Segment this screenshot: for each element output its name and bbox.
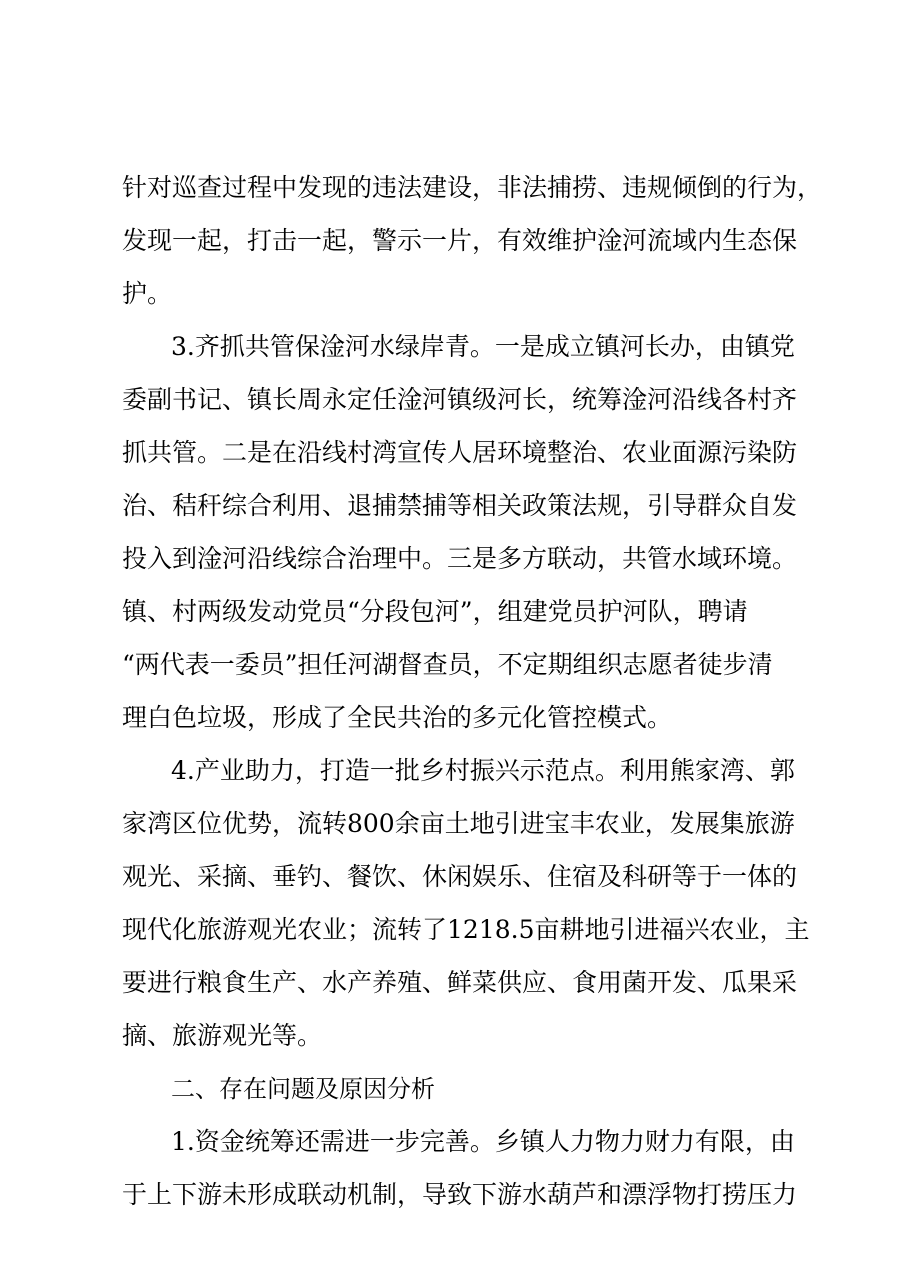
paragraph-line: 针对巡查过程中发现的违法建设，非法捕捞、违规倾倒的行为， <box>122 173 823 202</box>
paragraph-line: 现代化旅游观光农业；流转了1218.5亩耕地引进福兴农业，主 <box>122 915 810 944</box>
paragraph-line: 1.资金统筹还需进一步完善。乡镇人力物力财力有限，由 <box>171 1127 795 1156</box>
paragraph-line: 投入到淦河沿线综合治理中。三是多方联动，共管水域环境。 <box>122 544 798 573</box>
paragraph-line: 镇、村两级发动党员“分段包河”，组建党员护河队，聘请 <box>122 597 748 626</box>
paragraph-line: 发现一起，打击一起，警示一片，有效维护淦河流域内生态保 <box>122 226 798 255</box>
paragraph-line: 观光、采摘、垂钓、餐饮、休闲娱乐、住宿及科研等于一体的 <box>122 862 798 891</box>
paragraph-line: 摘、旅游观光等。 <box>122 1021 323 1050</box>
paragraph-line: 护。 <box>122 279 173 308</box>
section-heading: 二、存在问题及原因分析 <box>171 1075 435 1103</box>
paragraph-line: “两代表一委员”担任河湖督查员，不定期组织志愿者徒步清 <box>122 650 773 679</box>
paragraph-line: 4.产业助力，打造一批乡村振兴示范点。利用熊家湾、郭 <box>171 756 795 785</box>
paragraph-line: 抓共管。二是在沿线村湾宣传人居环境整治、农业面源污染防 <box>122 438 798 467</box>
paragraph-line: 要进行粮食生产、水产养殖、鲜菜供应、食用菌开发、瓜果采 <box>122 968 798 997</box>
paragraph-line: 家湾区位优势，流转800余亩土地引进宝丰农业，发展集旅游 <box>122 809 795 838</box>
paragraph-line: 理白色垃圾，形成了全民共治的多元化管控模式。 <box>122 703 673 732</box>
paragraph-line: 委副书记、镇长周永定任淦河镇级河长，统筹淦河沿线各村齐 <box>122 385 798 414</box>
paragraph-line: 于上下游未形成联动机制，导致下游水葫芦和漂浮物打捞压力 <box>122 1180 798 1209</box>
paragraph-line: 治、秸秆综合利用、退捕禁捕等相关政策法规，引导群众自发 <box>122 491 798 520</box>
paragraph-line: 3.齐抓共管保淦河水绿岸青。一是成立镇河长办，由镇党 <box>171 332 795 361</box>
